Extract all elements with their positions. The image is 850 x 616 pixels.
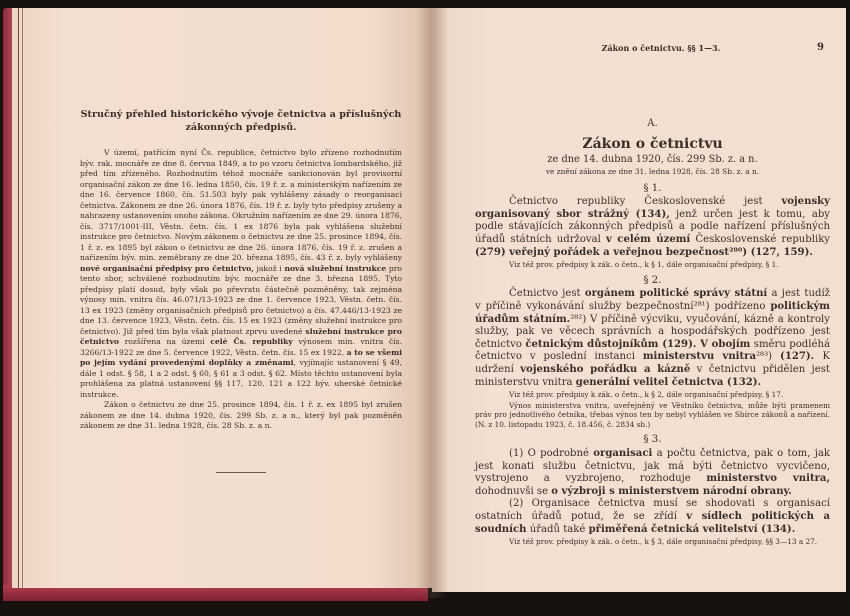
bold-text: o výzbroji s ministerstvem národní obrany. [551,485,792,497]
bold-text: služební instrukce pro četnictvo [80,326,402,346]
bold-text: (279) veřejný pořádek a veřejnou bezpečnost²⁸⁰) (127, 159). [475,246,813,258]
section-heading: § 3. [643,434,662,446]
text-run: v četnictvu přidělen jest ministerstvu vnitra [475,363,830,388]
bold-text: politickým úřadům státním. [475,300,830,325]
bold-text: v sídlech politických a soudních [475,511,830,535]
part-letter: A. [647,118,658,129]
paragraph [475,196,830,259]
running-header [475,42,830,54]
text-run: ²⁸²) V příčině výcviku, vyučování, kázně a kontroly služby, pak ve věcech správních a hospodářských podřízeno jest četnictvo [475,313,830,350]
bold-text: vojenského pořádku a kázně [520,363,691,375]
text-run: ²⁸³) [756,351,781,363]
paragraph [80,148,402,400]
footnote: Viz též prov. předpisy k zák. o četn., k § 1, dále organisační předpisy, § 1. [509,260,779,270]
bold-text: přiměřená četnická velitelství (134). [588,523,796,535]
left-page [12,8,432,588]
bold-text: četnickým důstojníkům (129). V obojím [525,338,751,350]
bold-text: nové organisační předpisy pro četnictvo, [80,263,254,273]
paragraph [475,498,830,536]
section-heading: § 2. [643,274,662,286]
text-run: (1) O podrobné [509,448,594,460]
bold-text: a to se všemi po jejím vydání provedenými doplňky a změnami [80,347,402,367]
book-spine-shadow [418,8,448,598]
left-page-text [80,108,402,473]
bold-text: orgánem politické správy státní [584,288,768,300]
bold-text: generální velitel četnictva (132). [575,376,762,388]
text-run: Četnictvo republiky Československé jest [509,196,782,208]
text-run: úřadů také [526,523,589,535]
left-page-title: Stručný přehled historického vývoje četnictva a příslušných zákonných předpisů. [80,109,402,133]
text-run: směru podléhá četnictvo v poslední instanci [475,338,830,363]
right-page-text [475,42,830,547]
page-number: 9 [817,42,824,53]
text-run: V území, patřícím nyní Čs. republice, četnictvo bylo zřízeno rozhodnutím býv. rak. mocnáře ze dne 8. června 1849, a to po vzoru četnictva lombardského, již před tím zřízeného. Rozhodnutím téhož mocnáře sankcionován byl provisorní organisační zákon ze dne 16. ledna 1850, čís. 19 ř. z. a ministerským nařízením ze dne 16. července 1860, čís. 51.503 byly pak vyhlášeny zásady o reorganisaci četnictva. Zákonem ze dne 26. února 1876, čís. 19 ř. z. byly tyto předpisy zrušeny a nahrazeny ustanovením onoho zákona. Okružním nařízením ze dne 29. února 1876, čís. 3717/1001-III, Věstn. četn. čís. 1 ex 1876 byla pak vyhlášena služební instrukce pro četnictvo. Novým zákonem o četnictvu ze dne 25. prosince 1894, čís. 1 ř. z. ex 1895 byl zákon o četnictvu ze dne 26. února 1876, čís. 19 ř. z. zrušen a nařízením býv. min. zeměbrany ze dne 20. března 1895, čís. 43 ř. z. byly vyhlášeny [80,148,402,262]
text-run: jakož i [253,263,285,273]
text-run: a jest tudíž v příčině vykonávání služby bezpečnostní²⁸¹) podřízeno [475,288,830,312]
bold-text: celé Čs. republiky [210,337,293,346]
law-date: ze dne 14. dubna 1920, čís. 299 Sb. z. a n. [547,153,758,165]
paragraph [475,448,830,498]
bold-text: ministerstvu vnitra [642,351,757,363]
text-run: , vyjímajíc ustanovení § 49, dále 1 odst. § 58, 1 a 2 odst. § 60, § 61 a 3 odst. § 62. Místo těchto ustanovení byla prohlášena za platná ustanovení §§ 117, 120, 121 a 122 býv. uherské četnické instrukce. [80,358,402,399]
bold-text: nová služební instrukce [284,263,387,273]
bold-text: ministerstvo vnitra, [706,473,830,485]
bold-text: (127). [780,351,823,363]
text-run: výnosem min. vnitra čís. 3266/13-1922 ze dne 5. července 1922, Věstn. četn. čís. 15 ex 1922, [80,337,402,357]
text-run: K udržení [475,351,830,375]
bold-text: organisaci [593,448,653,460]
law-amendment: ve znění zákona ze dne 31. ledna 1928, čís. 28 Sb. z. a n. [545,166,760,176]
page-edge-line [22,8,23,588]
footnote: Viz též prov. předpisy k zák. o četn., k § 3, dále organisační předpisy, §§ 3—13 a 27. [509,537,818,547]
text-run: dohodnuvši se [475,485,552,497]
law-title: Zákon o četnictvu [582,135,723,152]
law-sections [475,183,830,547]
page-edge-line [18,8,19,588]
footnote: Výnos ministerstva vnitra, uveřejněný ve Věstníku četnictva, může býti pramenem práv pro jednotlivého četníka, třebas výnos ten by nebyl vyhlášen ve Sbírce zákonů a nařízení. (N. z 10. listopadu 1923, č. 18.456, č. 2834 sb.) [475,400,830,429]
separator-rule [216,472,266,473]
text-run: Československé republiky [690,233,831,245]
bold-text: v celém území [606,233,691,245]
section-heading: § 1. [643,182,662,194]
text-run: rozšířena na území [118,337,211,346]
right-page [432,8,846,592]
paragraph [475,288,830,389]
text-run: jenž určen jest k tomu, aby podle stávajících zákonných předpisů a podle nařízení příslušných úřadů státních udržoval [475,208,831,245]
text-run: a počtu četnictva, pak o tom, jak jest konati službu četnictvu, jak má býti četnictvo vycvičeno, vystrojeno a vyzbrojeno, rozhoduje [475,448,830,485]
text-run: Zákon o četnictvu ze dne 25. prosince 1894, čís. 1 ř. z. ex 1895 byl zrušen zákonem ze dne 14. dubna 1920, čís. 299 Sb. z. a n., který byl pak pozměněn zákonem ze dne 31. ledna 1928, čís. 28 Sb. z. a n. [80,400,402,430]
running-head-title: Zákon o četnictvu. §§ 1—3. [601,43,721,53]
text-run: (2) Organisace četnictva musí se shodovati s organisací ostatních úřadů potud, že se zřídí [475,498,830,523]
paragraph [80,400,402,432]
bold-text: vojensky organisovaný sbor strážný (134), [475,196,830,220]
left-page-body [80,148,402,432]
text-run: Četnictvo jest [509,288,585,300]
footnote: Viz též prov. předpisy k zák. o četn., k § 2, dále organisační předpisy, § 17. [509,390,784,400]
text-run: pro tento sbor, schválené rozhodnutím býv. mocnáře ze dne 3. března 1895. Tyto předpisy platí dosud, byly však po převratu částečně pozměněny, tak zejména výnosy min. vnitra čís. 46.071/13-1923 ze dne 1. července 1923, Věstn. četn. čís. 13 ex 1923 (změny organisačních předpisů pro četnictvo) a čís. 47.446/13-1923 ze dne 13. července 1923, Věstn. četn. čís. 15 ex 1923 (změny služební instrukce pro četnictvo). Již před tím byla však platnost zprvu uvedené [80,263,402,336]
